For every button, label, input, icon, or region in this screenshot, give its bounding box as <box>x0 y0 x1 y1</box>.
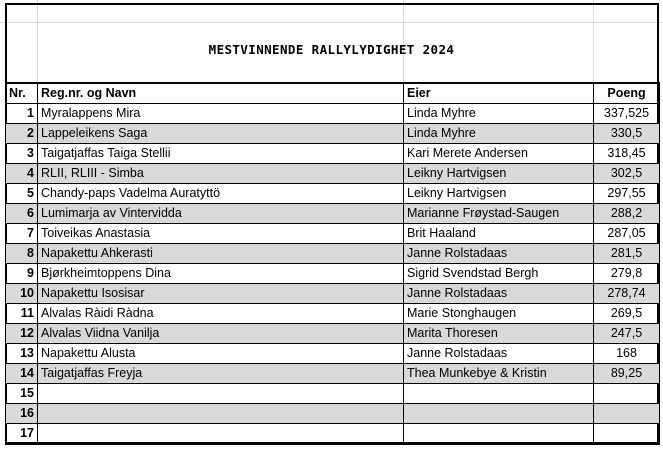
cell-points[interactable] <box>594 384 660 404</box>
cell-dog-name[interactable]: Napakettu Isosisar <box>38 284 404 304</box>
cell-dog-name[interactable]: Myralappens Mira <box>38 104 404 124</box>
cell-dog-name[interactable]: RLII, RLIII - Simba <box>38 164 404 184</box>
cell-rank[interactable]: 11 <box>6 304 38 324</box>
cell-points[interactable]: 269,5 <box>594 304 660 324</box>
table-row <box>6 424 660 445</box>
cell-dog-name[interactable]: Toiveikas Anastasia <box>38 224 404 244</box>
table-row <box>6 164 660 184</box>
cell-owner[interactable]: Sigrid Svendstad Bergh <box>404 264 594 284</box>
table-row <box>6 284 660 304</box>
cell-rank[interactable]: 10 <box>6 284 38 304</box>
cell-dog-name[interactable] <box>38 404 404 424</box>
cell-dog-name[interactable]: Bjørkheimtoppens Dina <box>38 264 404 284</box>
cell-points[interactable]: 302,5 <box>594 164 660 184</box>
table-row <box>6 324 660 344</box>
table-row <box>6 104 660 124</box>
cell-dog-name[interactable]: Napakettu Alusta <box>38 344 404 364</box>
cell-dog-name[interactable]: Taigatjaffas Freyja <box>38 364 404 384</box>
cell-rank[interactable]: 6 <box>6 204 38 224</box>
table-row <box>6 244 660 264</box>
header-row <box>6 83 660 104</box>
table-row <box>6 344 660 364</box>
cell-dog-name[interactable]: Taigatjaffas Taiga Stellii <box>38 144 404 164</box>
cell-dog-name[interactable]: Alvalas Viidna Vanilja <box>38 324 404 344</box>
cell-points[interactable] <box>594 404 660 424</box>
cell-points[interactable] <box>594 424 660 445</box>
cell-rank[interactable]: 5 <box>6 184 38 204</box>
column-header-nr[interactable]: Nr. <box>6 83 38 104</box>
table-row <box>6 184 660 204</box>
column-header-name[interactable]: Reg.nr. og Navn <box>38 83 404 104</box>
cell-points[interactable]: 287,05 <box>594 224 660 244</box>
cell-owner[interactable]: Leikny Hartvigsen <box>404 184 594 204</box>
table-row <box>6 384 660 404</box>
cell-owner[interactable]: Thea Munkebye & Kristin <box>404 364 594 384</box>
cell-dog-name[interactable]: Alvalas Ràidi Ràdna <box>38 304 404 324</box>
cell-rank[interactable]: 12 <box>6 324 38 344</box>
cell-rank[interactable]: 4 <box>6 164 38 184</box>
cell-owner[interactable]: Janne Rolstadaas <box>404 344 594 364</box>
cell-owner[interactable] <box>404 404 594 424</box>
cell-points[interactable]: 318,45 <box>594 144 660 164</box>
cell-points[interactable]: 247,5 <box>594 324 660 344</box>
cell-rank[interactable]: 13 <box>6 344 38 364</box>
cell-rank[interactable]: 15 <box>6 384 38 404</box>
cell-owner[interactable]: Janne Rolstadaas <box>404 244 594 264</box>
cell-owner[interactable]: Linda Myhre <box>404 104 594 124</box>
cell-points[interactable]: 297,55 <box>594 184 660 204</box>
table-row <box>6 364 660 384</box>
cell-rank[interactable]: 2 <box>6 124 38 144</box>
cell-rank[interactable]: 14 <box>6 364 38 384</box>
cell-owner[interactable]: Brit Haaland <box>404 224 594 244</box>
cell-owner[interactable] <box>404 424 594 445</box>
table-row <box>6 304 660 324</box>
column-header-owner[interactable]: Eier <box>404 83 594 104</box>
cell-rank[interactable]: 7 <box>6 224 38 244</box>
results-table <box>5 82 660 445</box>
table-row <box>6 264 660 284</box>
cell-owner[interactable]: Marita Thoresen <box>404 324 594 344</box>
cell-dog-name[interactable]: Lumimarja av Vintervidda <box>38 204 404 224</box>
cell-owner[interactable]: Janne Rolstadaas <box>404 284 594 304</box>
cell-points[interactable]: 278,74 <box>594 284 660 304</box>
cell-points[interactable]: 168 <box>594 344 660 364</box>
cell-rank[interactable]: 17 <box>6 424 38 445</box>
cell-rank[interactable]: 8 <box>6 244 38 264</box>
cell-rank[interactable]: 16 <box>6 404 38 424</box>
table-row <box>6 124 660 144</box>
table-row <box>6 404 660 424</box>
cell-owner[interactable]: Kari Merete Andersen <box>404 144 594 164</box>
cell-dog-name[interactable] <box>38 384 404 404</box>
cell-points[interactable]: 288,2 <box>594 204 660 224</box>
page-title: MESTVINNENDE RALLYLYDIGHET 2024 <box>208 42 455 57</box>
column-header-points[interactable]: Poeng <box>594 83 660 104</box>
cell-rank[interactable]: 9 <box>6 264 38 284</box>
table-row <box>6 144 660 164</box>
cell-points[interactable]: 279,8 <box>594 264 660 284</box>
cell-dog-name[interactable]: Napakettu Ahkerasti <box>38 244 404 264</box>
cell-points[interactable]: 281,5 <box>594 244 660 264</box>
cell-points[interactable]: 337,525 <box>594 104 660 124</box>
cell-rank[interactable]: 1 <box>6 104 38 124</box>
cell-owner[interactable] <box>404 384 594 404</box>
cell-owner[interactable]: Linda Myhre <box>404 124 594 144</box>
cell-dog-name[interactable]: Lappeleikens Saga <box>38 124 404 144</box>
cell-points[interactable]: 89,25 <box>594 364 660 384</box>
table-row <box>6 224 660 244</box>
cell-dog-name[interactable]: Chandy-paps Vadelma Auratyttö <box>38 184 404 204</box>
cell-rank[interactable]: 3 <box>6 144 38 164</box>
table-row <box>6 204 660 224</box>
cell-owner[interactable]: Marianne Frøystad-Saugen <box>404 204 594 224</box>
cell-owner[interactable]: Leikny Hartvigsen <box>404 164 594 184</box>
cell-points[interactable]: 330,5 <box>594 124 660 144</box>
cell-dog-name[interactable] <box>38 424 404 445</box>
cell-owner[interactable]: Marie Stonghaugen <box>404 304 594 324</box>
